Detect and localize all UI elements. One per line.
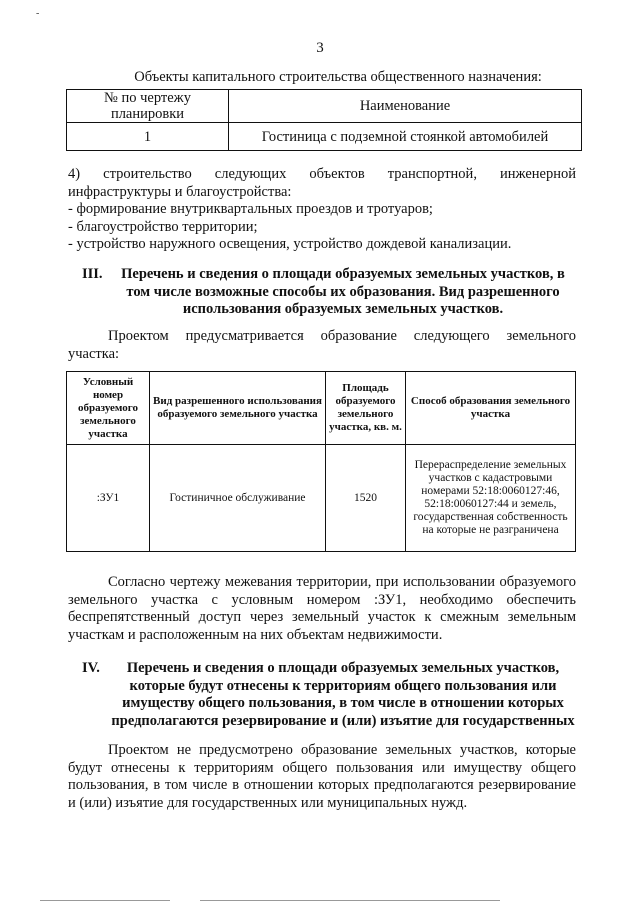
section-3-title [108,266,578,319]
objects-caption: Объекты капитального строительства общественного назначения: [134,69,542,85]
section-4-body [68,742,576,812]
paragraph-line: будут отнесены к территориям общего пользования или имуществу общего [68,759,576,776]
title-line: предполагаются резервирование и (или) изъятие для государственных [111,712,575,729]
paragraph-line: Согласно чертежу межевания территории, при использовании образуемого [108,574,576,590]
title-line: Перечень и сведения о площади образуемых земельных участков, [126,660,560,676]
item-4-second-line: инфраструктуры и благоустройства: [68,183,292,200]
title-line: использования образуемых земельных участков. [182,301,504,317]
access-paragraph [68,574,576,644]
header-area: Площадь образуемого земельного участка, кв. м. [326,372,406,445]
cell-name: Гостиница с подземной стоянкой автомобилей [229,123,582,151]
word: транспортной, [387,166,477,182]
cell-area: 1520 [326,445,406,552]
parcels-table-header [67,372,576,445]
bullet-item: - формирование внутриквартальных проездов и тротуаров; [68,201,433,217]
header-drawing-number: № по чертежу планировки [67,90,229,123]
intro-line: участка: [68,345,120,362]
page-mark: - [36,8,40,19]
word: инженерной [500,166,576,182]
paragraph-line: земельного участка с условным номером :ЗУ1, необходимо обеспечить [68,591,576,608]
paragraph-line: пользования, в том числе в отношении которых предполагаются резервирование [68,777,576,793]
bullet-item: - благоустройство территории; [68,218,258,235]
title-line: которые будут отнесены к территориям общего пользования или [129,677,557,694]
bullet-item: - устройство наружного освещения, устройство дождевой канализации. [68,236,512,252]
header-parcel-id: Условный номер образуемого земельного участка [67,372,150,445]
scan-edge [200,900,500,901]
paragraph-line: участкам и расположенным на них объектам недвижимости. [68,626,443,643]
title-line: том числе возможные способы их образования. Вид разрешенного [126,283,560,300]
item-4 [68,166,576,254]
table-row [67,445,576,552]
objects-table [66,89,582,151]
intro-line: Проектом предусматривается образование следующего земельного [108,328,576,344]
parcels-table [66,371,576,552]
objects-table-header [67,90,582,123]
scan-edge [40,900,170,901]
section-4-number: IV. [82,660,100,676]
paragraph-line: Проектом не предусмотрено образование земельных участков, которые [108,742,576,758]
section-3-number: III. [82,266,103,282]
cell-permitted-use: Гостиничное обслуживание [150,445,326,552]
cell-number: 1 [67,123,229,151]
cell-parcel-id: :ЗУ1 [67,445,150,552]
section-3-intro [68,328,576,363]
header-permitted-use: Вид разрешенного использования образуемого земельного участка [150,372,326,445]
title-line: Перечень и сведения о площади образуемых земельных участков, в [121,266,565,282]
header-name: Наименование [229,90,582,123]
paragraph-line: беспрепятственный доступ через земельный участок к смежным земельным [68,609,576,625]
title-line: имуществу общего пользования, в том числе в отношении которых [122,695,564,711]
word: следующих [214,166,287,182]
section-4-title [106,660,580,730]
paragraph-line: и (или) изъятие для государственных или муниципальных нужд. [68,794,468,811]
word: 4) [68,166,81,182]
table-row [67,123,582,151]
page-number: 3 [316,40,324,56]
header-formation-method: Способ образования земельного участка [406,372,576,445]
item-4-first-line [68,166,576,184]
word: объектов [309,166,365,182]
cell-formation-method: Перераспределение земельных участков с кадастровыми номерами 52:18:0060127:46, 52:18:0060127:44 и земель, государственная собственность на которые не разграничена [406,445,576,552]
word: строительство [103,166,192,182]
